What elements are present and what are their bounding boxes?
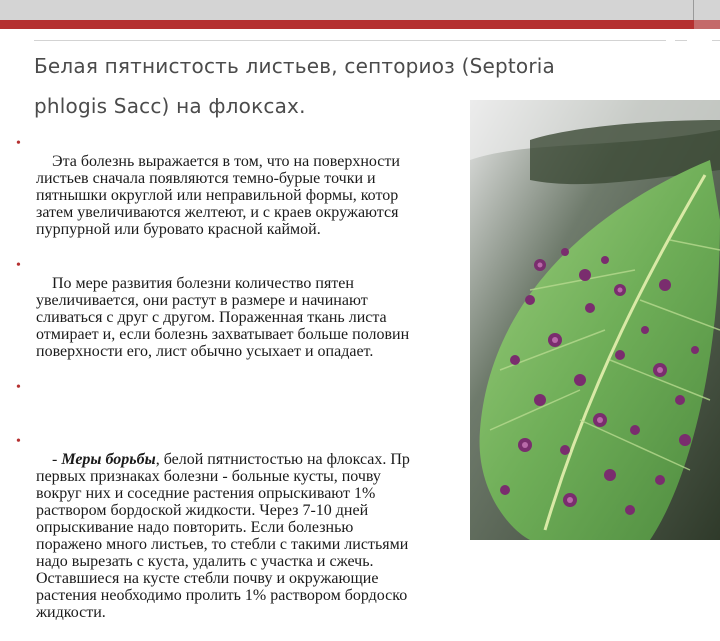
bullet-icon: • — [16, 258, 21, 273]
bullet-line: листьев сначала появляются темно-бурые точки и — [36, 170, 376, 187]
emphasis-text: Меры борьбы — [61, 451, 156, 468]
bullet-line: пятнышки округлой или неправильной формы, котор — [36, 187, 399, 204]
bullet-line: отмирает и, если болезнь захватывает больше половин — [36, 326, 410, 343]
bullet-line: опрыскивание надо повторить. Если болезнью — [36, 519, 354, 536]
top-bar-divider — [693, 0, 694, 20]
bullet-list — [16, 136, 516, 641]
list-item — [16, 136, 516, 255]
slide-title: Белая пятнистость листьев, септориоз (Septoria phlogis Sacc) на флоксах. — [34, 54, 555, 118]
bullet-line: жидкости. — [36, 604, 106, 621]
bullet-line: пурпурной или буровато красной каймой. — [36, 221, 321, 238]
bullet-line: раствором бордоской жидкости. Через 7-10 дней — [36, 502, 369, 519]
bullet-line: , белой пятнистостью на флоксах. Пр — [155, 451, 410, 468]
bullet-line: По мере развития болезни количество пятен — [52, 275, 354, 292]
bullet-line: надо вырезать с куста, удалить с участка и сжечь. — [36, 553, 374, 570]
bullet-prefix: - — [52, 451, 62, 468]
separator-tick-right — [712, 40, 720, 41]
accent-bar — [0, 20, 720, 29]
bullet-line: поражено много листьев, то стебли с такими листьями — [36, 536, 409, 553]
bullet-line: поверхности его, лист обычно усыхает и опадает. — [36, 343, 374, 360]
list-item — [16, 258, 516, 377]
list-item — [16, 380, 516, 431]
bullet-icon: • — [16, 136, 21, 151]
bullet-line: сливаться с друг с другом. Пораженная ткань листа — [36, 309, 387, 326]
accent-bar-end — [694, 20, 720, 29]
bullet-line: вокруг них и соседние растения опрыскивают 1% — [36, 485, 376, 502]
bullet-line: растения необходимо пролить 1% раствором бордоско — [36, 587, 408, 604]
top-bar — [0, 0, 720, 20]
separator-tick — [675, 40, 687, 41]
bullet-line: увеличивается, они растут в размере и начинают — [36, 292, 368, 309]
bullet-line: Эта болезнь выражается в том, что на поверхности — [52, 153, 400, 170]
bullet-icon: • — [16, 434, 21, 449]
separator-line — [34, 40, 666, 41]
list-item — [16, 434, 516, 638]
bullet-line: первых признаках болезни - больные кусты, почву — [36, 468, 381, 485]
bullet-icon: • — [16, 380, 21, 395]
bullet-line: затем увеличиваются желтеют, и с краев окружаются — [36, 204, 399, 221]
bullet-line: Оставшиеся на кусте стебли почву и окружающие — [36, 570, 379, 587]
